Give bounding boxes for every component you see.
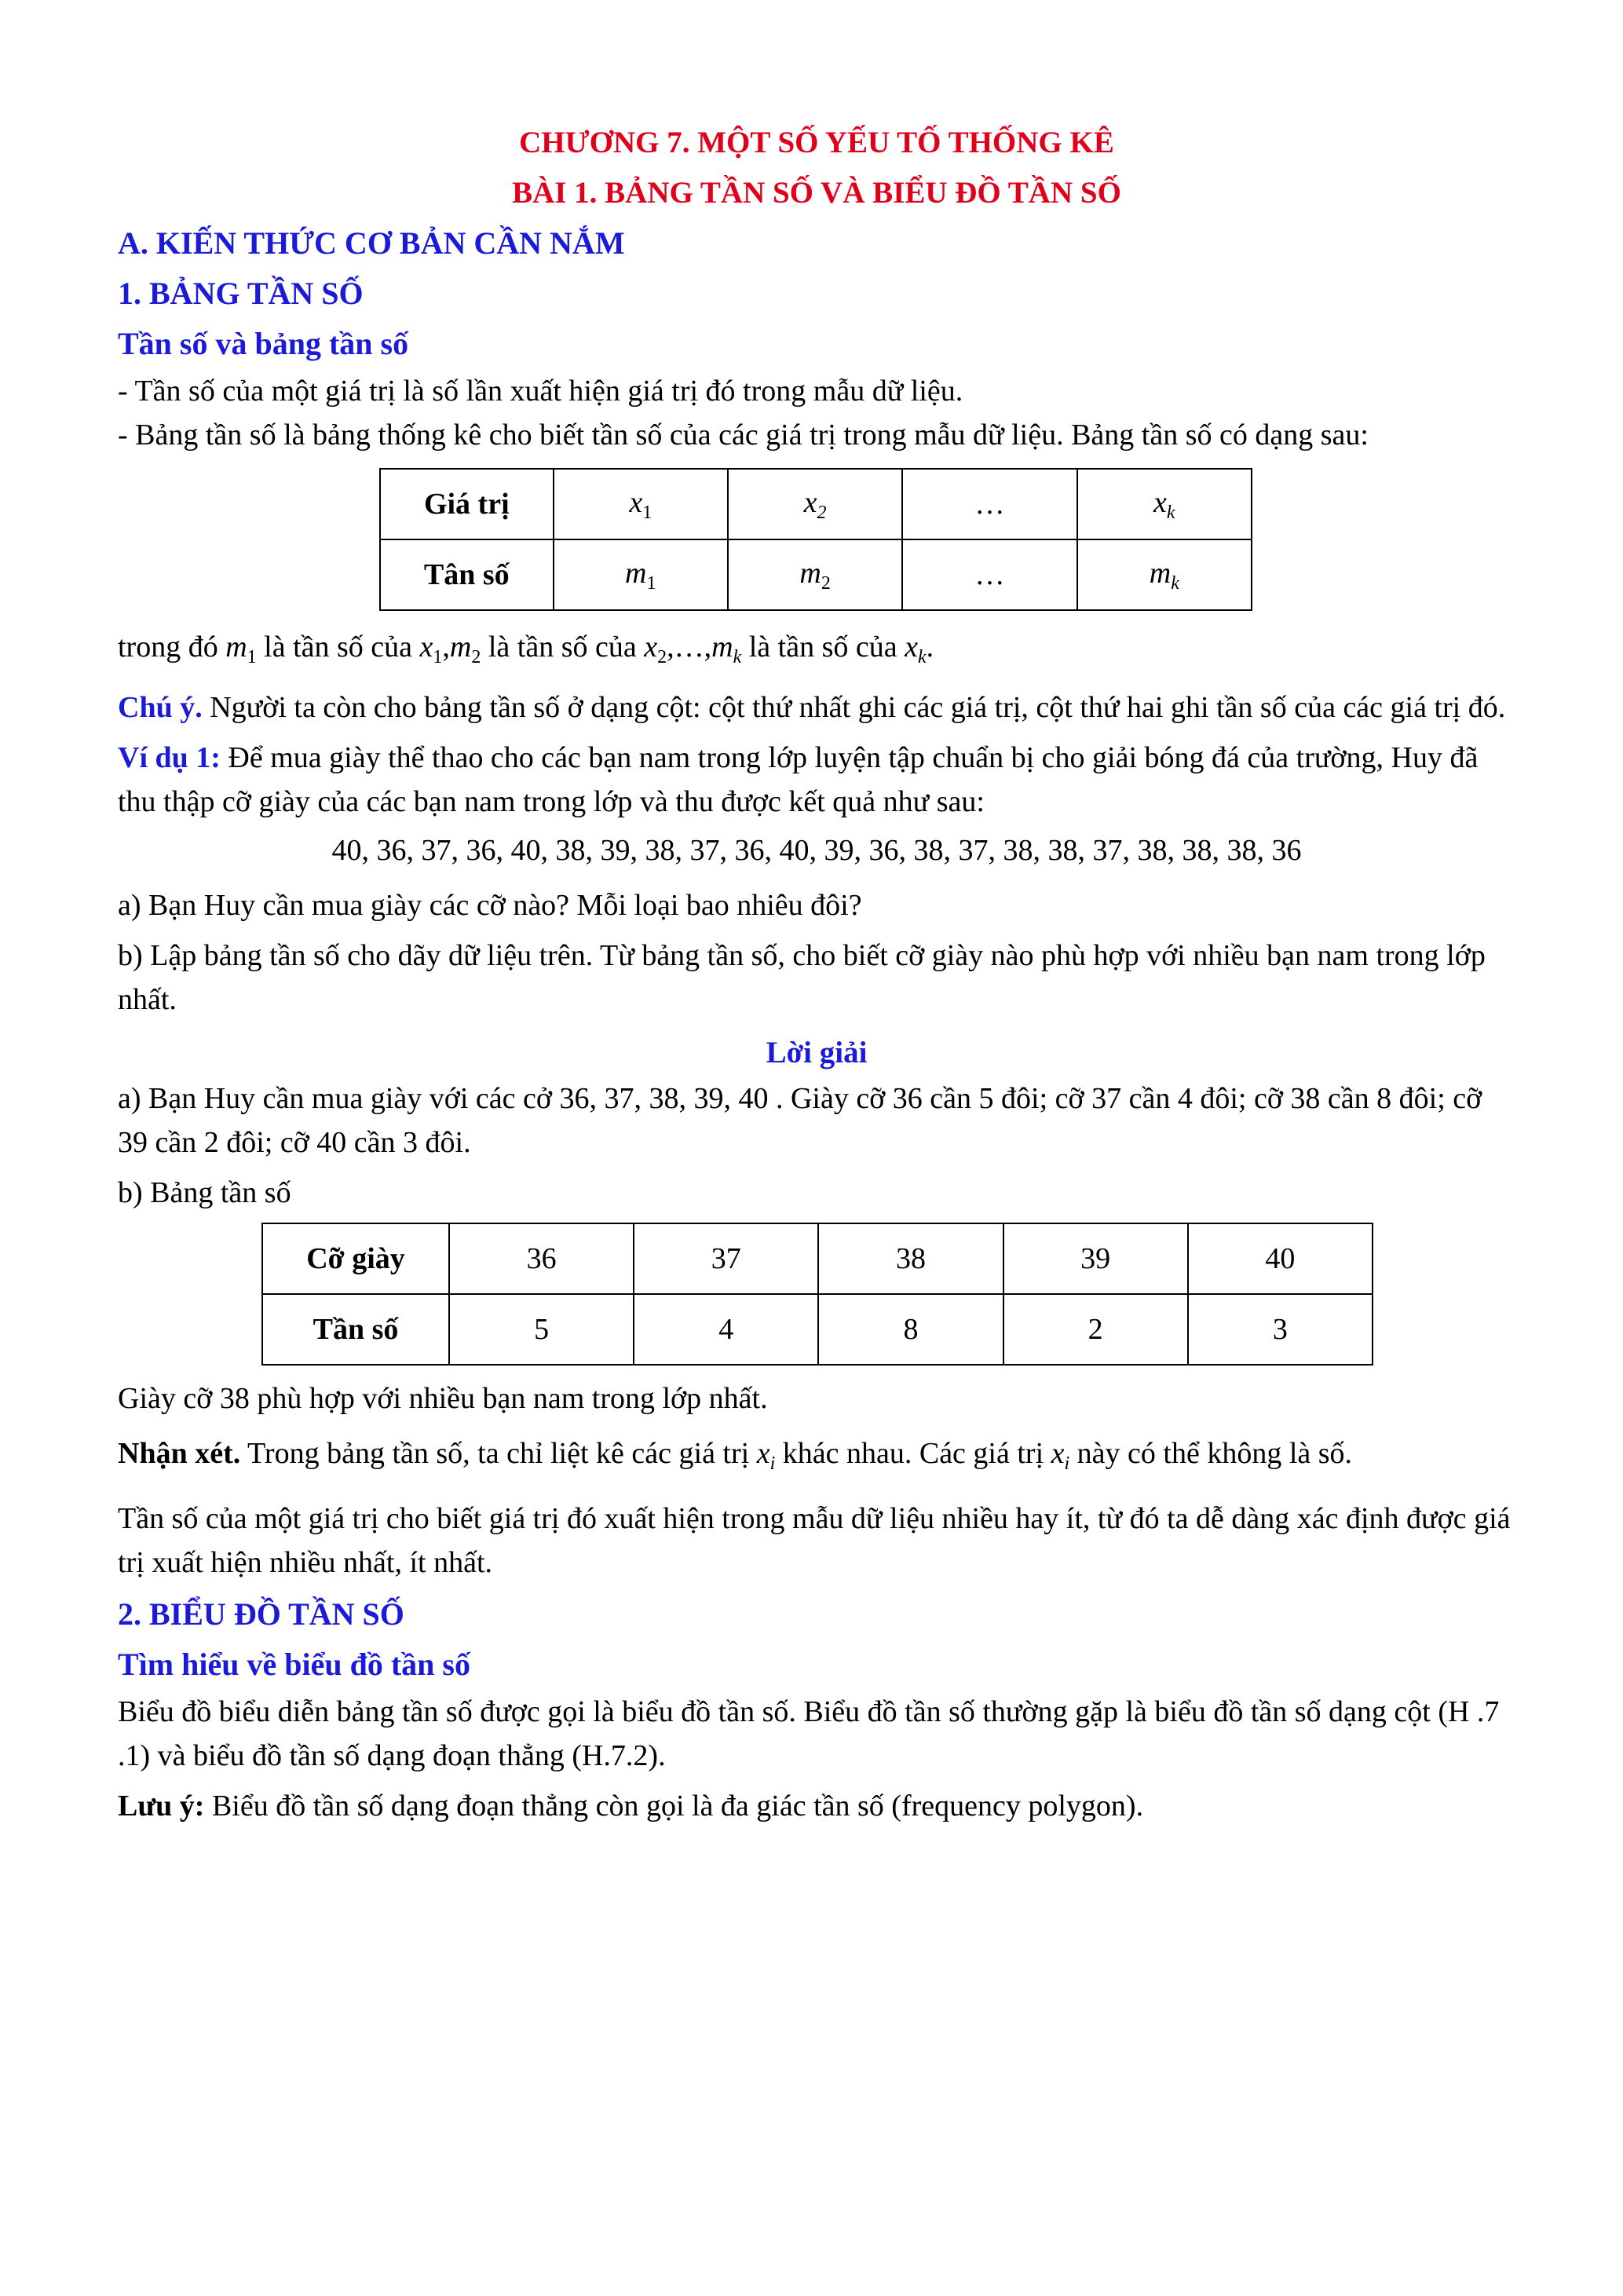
answer-b: b) Bảng tần số xyxy=(118,1176,291,1209)
table-cell: … xyxy=(902,539,1077,610)
table-row xyxy=(262,1223,1373,1294)
table-cell: 3 xyxy=(1188,1294,1373,1365)
definition-frequency: - Tần số của một giá trị là số lần xuất hiện giá trị đó trong mẫu dữ liệu. xyxy=(118,375,963,408)
table-cell: 40 xyxy=(1188,1223,1373,1294)
conclusion: Giày cỡ 38 phù hợp với nhiều bạn nam trong lớp nhất. xyxy=(118,1382,768,1415)
chapter-title: CHƯƠNG 7. MỘT SỐ YẾU TỐ THỐNG KÊ xyxy=(519,126,1114,159)
table-cell: 4 xyxy=(634,1294,818,1365)
remark-paragraph-2: Tần số của một giá trị cho biết giá trị đó xuất hiện trong mẫu dữ liệu nhiều hay ít, từ đó ta dễ dàng xác định được giá trị xuất hiện nhiều nhất, ít nhất. xyxy=(118,1502,1511,1579)
section-2-heading: 2. BIỂU ĐỒ TẦN SỐ xyxy=(118,1596,404,1632)
table-cell: 8 xyxy=(818,1294,1003,1365)
table-cell: 5 xyxy=(449,1294,634,1365)
section-1-heading: 1. BẢNG TẦN SỐ xyxy=(118,276,364,311)
row-header-frequency: Tần số xyxy=(262,1294,449,1365)
question-b: b) Lập bảng tần số cho dãy dữ liệu trên. Từ bảng tần số, cho biết cỡ giày nào phù hợp với nhiều bạn nam trong lớp nhất. xyxy=(118,939,1486,1016)
table-cell: 39 xyxy=(1003,1223,1188,1294)
note-paragraph: Chú ý. Người ta còn cho bảng tần số ở dạng cột: cột thứ nhất ghi các giá trị, cột thứ hai ghi tần số của các giá trị đó. xyxy=(118,691,1506,724)
table-cell: $m_2$ xyxy=(728,539,902,610)
solution-heading: Lời giải xyxy=(766,1036,868,1069)
answer-a: a) Bạn Huy cần mua giày với các cở 36, 37, 38, 39, 40 . Giày cỡ 36 cần 5 đôi; cỡ 37 cần 4 đôi; cỡ 38 cần 8 đôi; cỡ 39 cần 2 đôi; cỡ 40 cần 3 đôi. xyxy=(118,1082,1482,1159)
shoe-size-data: 40, 36, 37, 36, 40, 38, 39, 38, 37, 36, 40, 39, 36, 38, 37, 38, 38, 37, 38, 38, 38, 36 xyxy=(331,834,1302,867)
table-cell: $x_2$ xyxy=(728,469,902,539)
row-header-size: Cỡ giày xyxy=(262,1223,449,1294)
table-cell: $x_1$ xyxy=(554,469,728,539)
table-cell: … xyxy=(902,469,1077,539)
table-row xyxy=(262,1294,1373,1365)
definition-frequency-table: - Bảng tần số là bảng thống kê cho biết tần số của các giá trị trong mẫu dữ liệu. Bảng tần số có dạng sau: xyxy=(118,419,1369,452)
table-cell: $x_k$ xyxy=(1077,469,1252,539)
example-1-paragraph: Ví dụ 1: Để mua giày thể thao cho các bạn nam trong lớp luyện tập chuẩn bị cho giải bóng đá của trường, Huy đã thu thập cỡ giày của các bạn nam trong lớp và thu được kết quả như sau: xyxy=(118,741,1479,818)
table-row xyxy=(380,539,1252,610)
shoe-size-frequency-table xyxy=(261,1223,1373,1366)
table-cell: 2 xyxy=(1003,1294,1188,1365)
polygon-note: Lưu ý: Biểu đồ tần số dạng đoạn thẳng còn gọi là đa giác tần số (frequency polygon). xyxy=(118,1790,1144,1823)
lesson-title: BÀI 1. BẢNG TẦN SỐ VÀ BIỂU ĐỒ TẦN SỐ xyxy=(512,176,1121,210)
chart-description: Biểu đồ biểu diễn bảng tần số được gọi là biểu đồ tần số. Biểu đồ tần số thường gặp là biểu đồ tần số dạng cột (H .7 .1) và biểu đồ tần số dạng đoạn thẳng (H.7.2). xyxy=(118,1695,1500,1772)
section-a-heading: A. KIẾN THỨC CƠ BẢN CẦN NẮM xyxy=(118,225,625,261)
table-cell: 38 xyxy=(818,1223,1003,1294)
table-row xyxy=(380,469,1252,539)
where-explanation: trong đó $m_1$ là tần số của $x_1,m_2$ là tần số của $x_2,\dots,m_k$ là tần số của $x_k$. xyxy=(118,631,934,667)
generic-frequency-table xyxy=(379,468,1252,611)
section-1-subheading: Tần số và bảng tần số xyxy=(118,326,409,361)
row-header-value: Giá trị xyxy=(380,469,554,539)
table-cell: $m_k$ xyxy=(1077,539,1252,610)
document-page xyxy=(118,118,1515,1828)
remark-paragraph: Nhận xét. Trong bảng tần số, ta chỉ liệt kê các giá trị $x_i$ khác nhau. Các giá trị $x_i$ này có thể không là số. xyxy=(118,1437,1353,1474)
section-2-subheading: Tìm hiểu về biểu đồ tần số xyxy=(118,1647,470,1682)
table-cell: 37 xyxy=(634,1223,818,1294)
table-cell: $m_1$ xyxy=(554,539,728,610)
table-cell: 36 xyxy=(449,1223,634,1294)
question-a: a) Bạn Huy cần mua giày các cỡ nào? Mỗi loại bao nhiêu đôi? xyxy=(118,889,862,922)
row-header-frequency: Tân số xyxy=(380,539,554,610)
